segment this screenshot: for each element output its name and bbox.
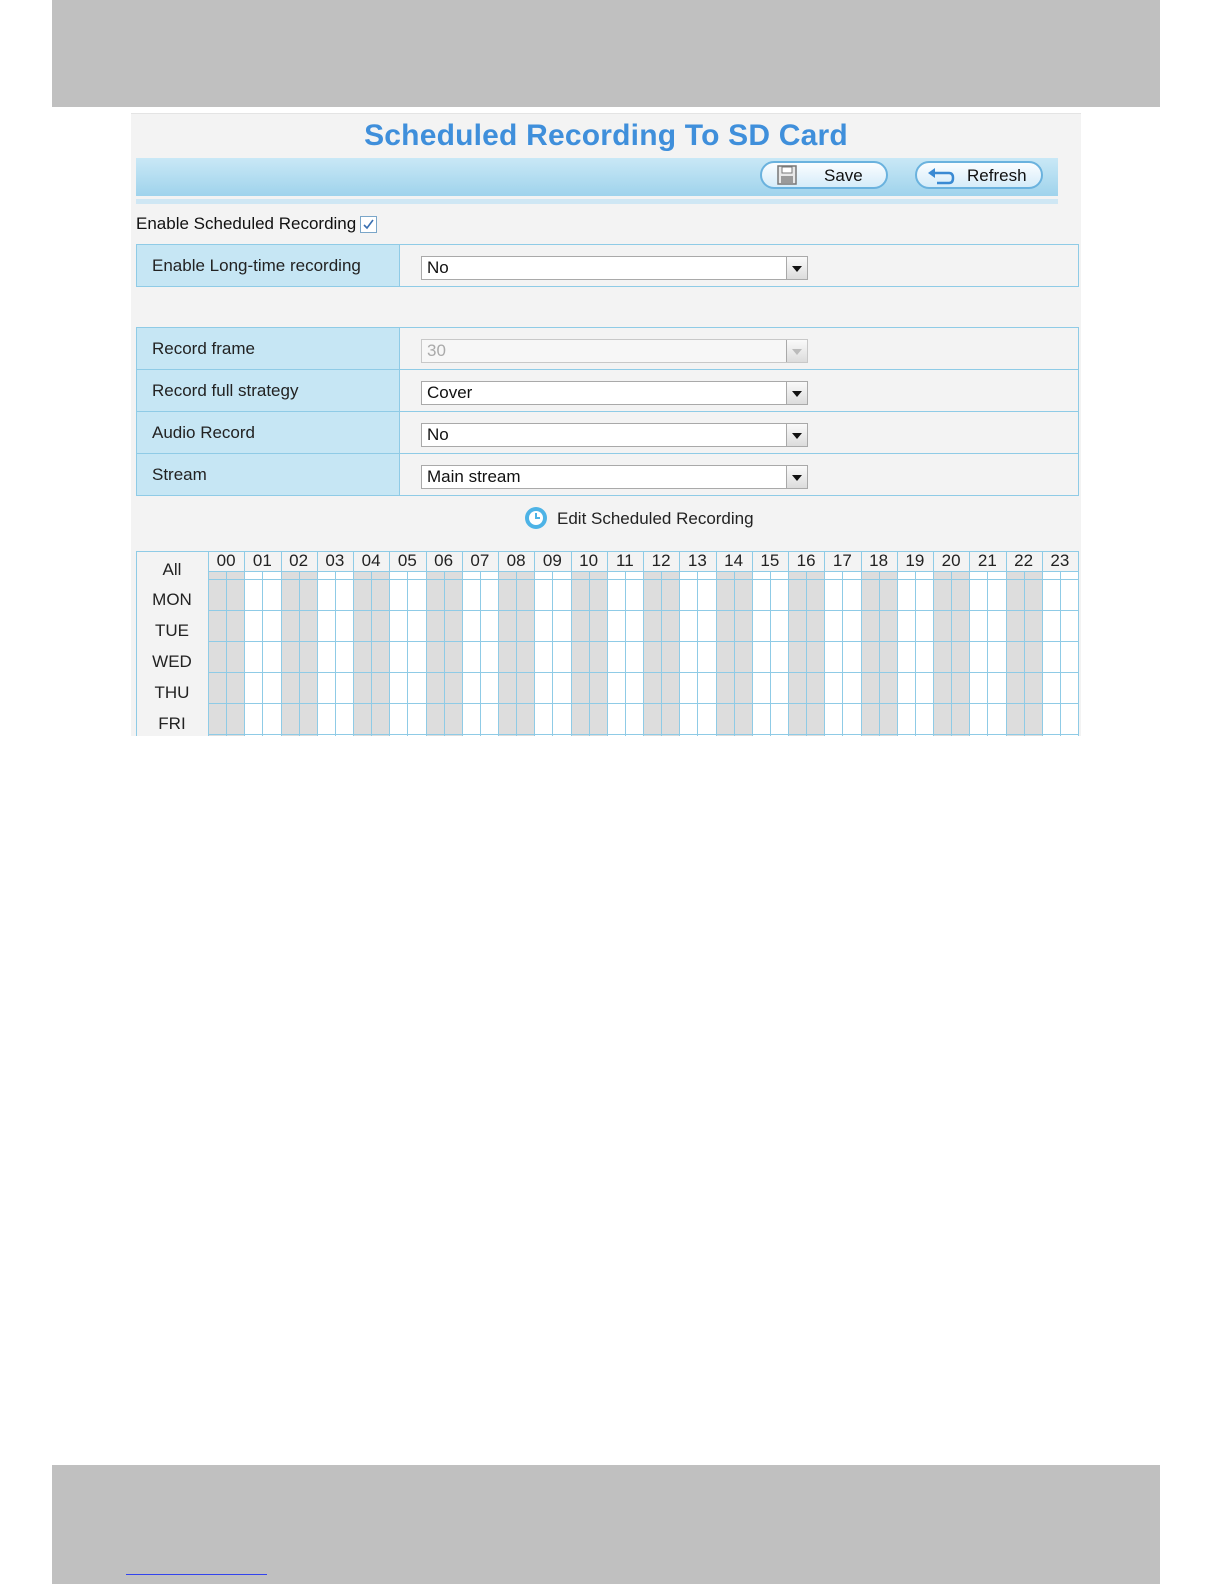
audio-record-select[interactable] <box>421 423 808 447</box>
half-hour-column <box>480 571 498 736</box>
half-hour-column <box>1024 571 1042 736</box>
half-hour-column <box>462 571 480 736</box>
day-label[interactable]: FRI <box>158 714 186 733</box>
checkmark-icon <box>362 218 375 231</box>
hour-header-cell <box>498 551 534 571</box>
footer-band <box>52 1465 1160 1584</box>
half-hour-column <box>317 571 335 736</box>
enable-scheduled-checkbox[interactable] <box>360 216 377 233</box>
half-hour-column <box>208 571 226 736</box>
half-hour-column <box>987 571 1005 736</box>
half-hour-column <box>643 571 661 736</box>
header-band <box>52 0 1160 107</box>
half-hour-column <box>444 571 462 736</box>
day-label[interactable]: MON <box>152 590 192 609</box>
header-divider <box>208 571 1078 572</box>
half-hour-column <box>353 571 371 736</box>
hour-header-cell <box>534 551 570 571</box>
row-divider <box>208 610 1078 611</box>
edit-scheduled-recording[interactable] <box>524 506 754 530</box>
half-hour-column <box>679 571 697 736</box>
record-full-strategy-label: Record full strategy <box>137 370 400 412</box>
hour-header-cell <box>824 551 860 571</box>
hour-header-cell <box>679 551 715 571</box>
half-hour-column <box>770 571 788 736</box>
half-hour-column <box>1006 571 1024 736</box>
refresh-icon <box>927 165 955 185</box>
settings-panel <box>131 113 1081 736</box>
long-time-label: Enable Long-time recording <box>137 245 400 287</box>
toolbar-divider <box>136 199 1058 204</box>
hour-header-cell <box>897 551 933 571</box>
half-hour-column <box>1042 571 1060 736</box>
enable-scheduled-recording <box>136 214 377 234</box>
hour-label[interactable]: 22 <box>1014 551 1034 570</box>
half-hour-column <box>498 571 516 736</box>
record-full-strategy-row <box>137 370 1079 412</box>
hour-label[interactable]: 21 <box>977 551 997 570</box>
long-time-value: No <box>427 258 449 277</box>
clock-icon <box>524 506 548 530</box>
hour-label[interactable]: 01 <box>252 551 272 570</box>
hour-header-cell <box>861 551 897 571</box>
half-hour-column <box>389 571 407 736</box>
row-divider <box>208 579 1078 580</box>
hour-label[interactable]: 10 <box>579 551 599 570</box>
hour-label[interactable]: 00 <box>216 551 236 570</box>
half-hour-column <box>842 571 860 736</box>
hour-header-cell <box>969 551 1005 571</box>
hour-label[interactable]: 19 <box>905 551 925 570</box>
hour-label[interactable]: 20 <box>941 551 961 570</box>
stream-label: Stream <box>137 454 400 496</box>
enable-scheduled-label: Enable Scheduled Recording <box>136 214 357 233</box>
half-hour-column <box>552 571 570 736</box>
audio-record-value: No <box>427 425 449 444</box>
dropdown-arrow-icon <box>786 466 807 488</box>
half-hour-column <box>752 571 770 736</box>
hour-label[interactable]: 15 <box>760 551 780 570</box>
half-hour-column <box>933 571 951 736</box>
half-hour-column <box>861 571 879 736</box>
toolbar <box>136 158 1058 196</box>
half-hour-column <box>1060 571 1078 736</box>
half-hour-column <box>407 571 425 736</box>
half-hour-column <box>262 571 280 736</box>
edit-scheduled-label: Edit Scheduled Recording <box>557 509 754 528</box>
row-divider <box>208 703 1078 704</box>
hour-label[interactable]: 03 <box>325 551 345 570</box>
schedule-grid <box>136 551 1079 736</box>
record-full-strategy-select[interactable] <box>421 381 808 405</box>
hour-label[interactable]: 08 <box>506 551 526 570</box>
day-label[interactable]: WED <box>152 652 192 671</box>
half-hour-column <box>734 571 752 736</box>
long-time-row <box>137 245 1079 287</box>
half-hour-column <box>915 571 933 736</box>
hour-header-cell <box>208 551 244 571</box>
stream-select[interactable] <box>421 465 808 489</box>
record-frame-row <box>137 328 1079 370</box>
hour-header-cell <box>571 551 607 571</box>
hour-label[interactable]: 09 <box>542 551 562 570</box>
half-hour-column <box>697 571 715 736</box>
save-button[interactable] <box>760 161 888 189</box>
record-full-strategy-value: Cover <box>427 383 473 402</box>
stream-value: Main stream <box>427 467 521 486</box>
footer-link[interactable] <box>126 1574 267 1575</box>
row-divider <box>208 734 1078 735</box>
dropdown-arrow-icon <box>786 424 807 446</box>
audio-record-label: Audio Record <box>137 412 400 454</box>
half-hour-column <box>516 571 534 736</box>
half-hour-column <box>716 571 734 736</box>
half-hour-column <box>226 571 244 736</box>
half-hour-column <box>969 571 987 736</box>
half-hour-column <box>371 571 389 736</box>
hour-header-cell <box>1042 551 1078 571</box>
hour-header-cell <box>752 551 788 571</box>
half-hour-column <box>534 571 552 736</box>
refresh-button[interactable] <box>915 161 1043 189</box>
half-hour-column <box>824 571 842 736</box>
dropdown-arrow-icon <box>786 340 807 362</box>
hour-label[interactable]: 12 <box>651 551 671 570</box>
long-time-table <box>136 244 1079 287</box>
record-settings-table <box>136 327 1079 496</box>
hour-label[interactable]: 13 <box>687 551 707 570</box>
dropdown-arrow-icon <box>786 382 807 404</box>
long-time-select[interactable] <box>421 256 808 280</box>
hour-header-cell <box>353 551 389 571</box>
half-hour-column <box>589 571 607 736</box>
half-hour-column <box>788 571 806 736</box>
row-divider <box>208 672 1078 673</box>
hour-label[interactable]: 17 <box>832 551 852 570</box>
half-hour-column <box>897 571 915 736</box>
hour-header-cell <box>426 551 462 571</box>
stream-row <box>137 454 1079 496</box>
save-label: Save <box>824 166 863 185</box>
dropdown-arrow-icon <box>786 257 807 279</box>
half-hour-column <box>299 571 317 736</box>
hour-label[interactable]: 11 <box>616 551 634 570</box>
grid-right-border <box>1078 551 1079 736</box>
hour-header-cell <box>317 551 353 571</box>
hour-label[interactable]: 14 <box>724 551 744 570</box>
hour-label[interactable]: 05 <box>397 551 417 570</box>
hour-label[interactable]: 02 <box>289 551 309 570</box>
half-hour-column <box>281 571 299 736</box>
hour-header-cell <box>244 551 280 571</box>
half-hour-column <box>426 571 444 736</box>
audio-record-row <box>137 412 1079 454</box>
hour-header-cell <box>1006 551 1042 571</box>
half-hour-column <box>879 571 897 736</box>
hour-header-cell <box>462 551 498 571</box>
day-label[interactable]: THU <box>154 683 190 702</box>
half-hour-column <box>244 571 262 736</box>
row-divider <box>208 641 1078 642</box>
hour-header-cell <box>607 551 643 571</box>
record-frame-value: 30 <box>427 341 446 360</box>
hour-label[interactable]: 16 <box>796 551 816 570</box>
hour-header-cell <box>788 551 824 571</box>
half-hour-column <box>661 571 679 736</box>
day-label[interactable]: TUE <box>155 621 189 640</box>
hour-header-cell <box>643 551 679 571</box>
half-hour-column <box>806 571 824 736</box>
save-icon <box>776 165 798 185</box>
hour-header-cell <box>389 551 425 571</box>
half-hour-column <box>571 571 589 736</box>
page-title: Scheduled Recording To SD Card <box>364 119 848 152</box>
hour-label[interactable]: 07 <box>470 551 490 570</box>
hour-header-cell <box>716 551 752 571</box>
select-all-label[interactable]: All <box>162 560 182 579</box>
hour-label[interactable]: 23 <box>1050 551 1070 570</box>
hour-label[interactable]: 04 <box>361 551 381 570</box>
record-frame-label: Record frame <box>137 328 400 370</box>
record-frame-select <box>421 339 808 363</box>
half-hour-column <box>951 571 969 736</box>
hour-header-cell <box>933 551 969 571</box>
hour-header-cell <box>281 551 317 571</box>
refresh-label: Refresh <box>967 166 1027 185</box>
half-hour-column <box>335 571 353 736</box>
half-hour-column <box>607 571 625 736</box>
half-hour-column <box>625 571 643 736</box>
hour-label[interactable]: 06 <box>434 551 454 570</box>
hour-label[interactable]: 18 <box>869 551 889 570</box>
